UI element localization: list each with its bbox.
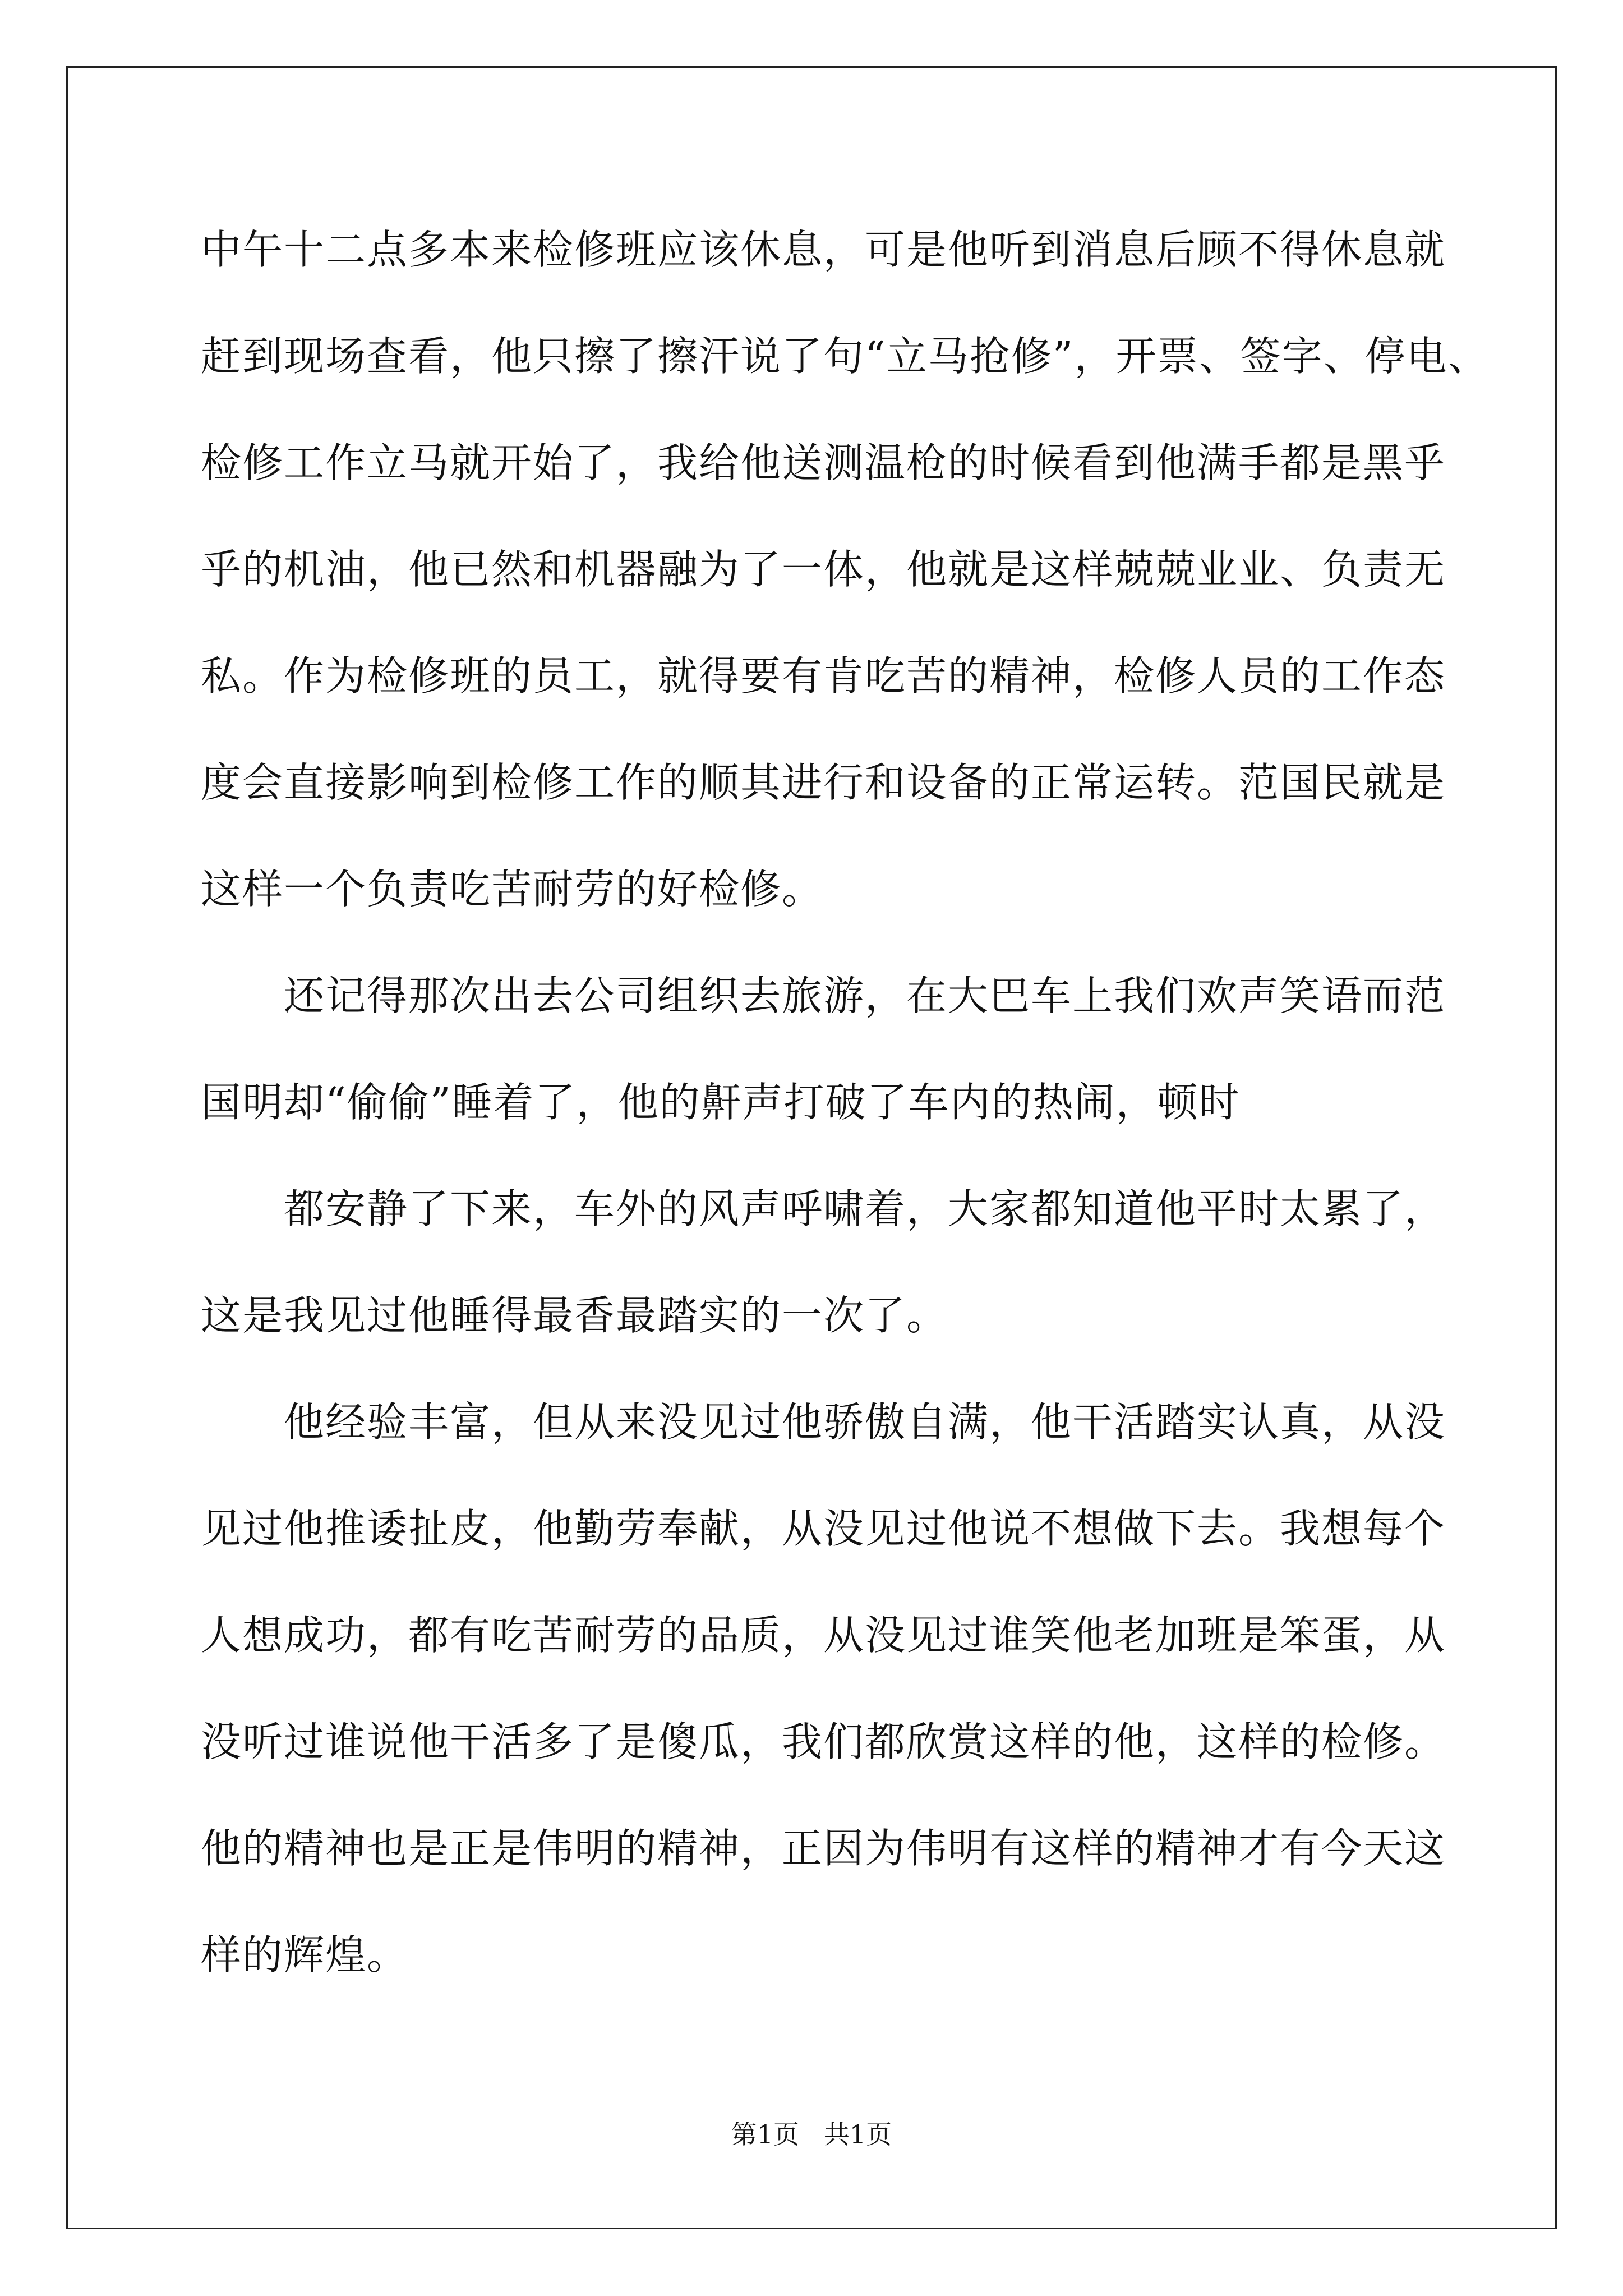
text-line: 检修工作立马就开始了，我给他送测温枪的时候看到他满手都是黑乎 [201, 439, 1446, 486]
text-line: 度会直接影响到检修工作的顺其进行和设备的正常运转。范国民就是 [201, 759, 1446, 806]
text-line: 没听过谁说他干活多了是傻瓜，我们都欣赏这样的他，这样的检修。 [201, 1718, 1446, 1765]
text-line: 这是我见过他睡得最香最踏实的一次了。 [201, 1292, 948, 1339]
page-border [66, 66, 1557, 2229]
text-line: 人想成功，都有吃苦耐劳的品质，从没见过谁笑他老加班是笨蛋，从 [201, 1612, 1446, 1659]
paragraph-start-line: 他经验丰富，但从来没见过他骄傲自满，他干活踏实认真，从没 [284, 1398, 1446, 1446]
page-number-footer: 第1页 共1页 [731, 2119, 892, 2150]
text-line: 中午十二点多本来检修班应该休息，可是他听到消息后顾不得休息就 [201, 226, 1446, 273]
text-line: 赶到现场查看，他只擦了擦汗说了句“立马抢修”，开票、签字、停电、 [201, 333, 1490, 380]
text-line: 私。作为检修班的员工，就得要有肯吃苦的精神，检修人员的工作态 [201, 652, 1446, 700]
text-line: 他的精神也是正是伟明的精神，正因为伟明有这样的精神才有今天这 [201, 1825, 1446, 1872]
paragraph-start-line: 还记得那次出去公司组织去旅游，在大巴车上我们欢声笑语而范 [284, 972, 1446, 1019]
text-line: 乎的机油，他已然和机器融为了一体，他就是这样兢兢业业、负责无 [201, 546, 1446, 593]
text-line: 样的辉煌。 [201, 1931, 409, 1978]
paragraph-start-line: 都安静了下来，车外的风声呼啸着，大家都知道他平时太累了， [284, 1185, 1446, 1232]
text-line: 见过他推诿扯皮，他勤劳奉献，从没见过他说不想做下去。我想每个 [201, 1505, 1446, 1552]
text-line: 这样一个负责吃苦耐劳的好检修。 [201, 866, 824, 913]
text-line: 国明却“偷偷”睡着了，他的鼾声打破了车内的热闹，顿时 [201, 1079, 1241, 1126]
